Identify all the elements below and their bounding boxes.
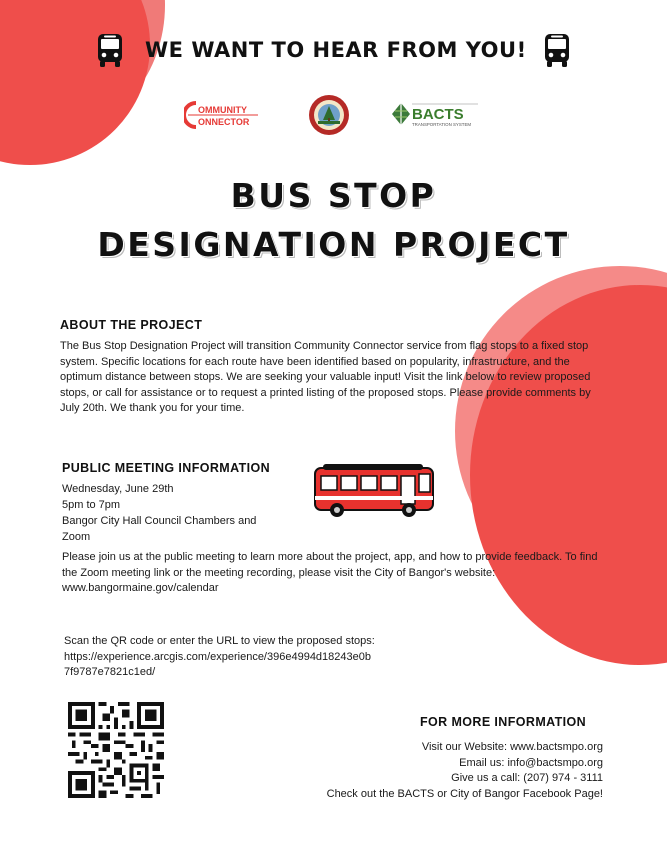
qr-code[interactable] xyxy=(68,702,164,798)
qr-instructions-text: Scan the QR code or enter the URL to view the proposed stops: xyxy=(64,635,375,647)
page-title-line-2: DESIGNATION PROJECT xyxy=(97,225,570,264)
header-banner xyxy=(0,34,667,74)
meeting-body: Please join us at the public meeting to learn more about the project, app, and how to provide feedback. To find the Zoom meeting link or the meeting recording, please visit the City of Bangor's website: www.bangormaine.gov/calendar xyxy=(62,551,598,594)
header-title: WE WANT TO HEAR FROM YOU! xyxy=(145,38,527,62)
meeting-heading: PUBLIC MEETING INFORMATION xyxy=(62,461,271,475)
svg-text:ONNECTOR: ONNECTOR xyxy=(198,117,250,127)
community-connector-logo xyxy=(184,100,262,130)
meeting-time: 5pm to 7pm xyxy=(62,499,121,511)
meeting-location-zoom: Zoom xyxy=(62,531,91,543)
meeting-location: Bangor City Hall Council Chambers and xyxy=(62,515,257,527)
more-info-heading: FOR MORE INFORMATION xyxy=(420,715,587,729)
contact-info xyxy=(327,740,603,802)
contact-phone[interactable]: Give us a call: (207) 974 - 3111 xyxy=(451,772,603,785)
proposed-stops-url[interactable]: https://experience.arcgis.com/experience/396e4994d18243e0b xyxy=(64,650,371,663)
bus-illustration xyxy=(313,462,435,520)
bus-icon xyxy=(96,34,124,68)
meeting-details xyxy=(62,481,302,545)
contact-website[interactable]: Visit our Website: www.bactsmpo.org xyxy=(421,741,603,753)
svg-text:BACTS: BACTS xyxy=(412,106,464,123)
contact-email[interactable]: Email us: info@bactsmpo.org xyxy=(459,756,603,769)
proposed-stops-url-cont[interactable]: 7f9787e7821c1ed/ xyxy=(64,666,156,678)
decor-circle-top-left xyxy=(0,0,150,165)
svg-text:OMMUNITY: OMMUNITY xyxy=(198,105,247,115)
bacts-logo xyxy=(390,100,480,128)
meeting-date: Wednesday, June 29th xyxy=(62,483,174,495)
bus-icon xyxy=(543,34,571,68)
qr-instructions xyxy=(64,634,414,681)
svg-text:TRANSPORTATION SYSTEM: TRANSPORTATION SYSTEM xyxy=(412,122,472,127)
city-of-bangor-seal xyxy=(308,94,350,136)
contact-facebook: Check out the BACTS or City of Bangor Facebook Page! xyxy=(326,787,603,800)
about-heading: ABOUT THE PROJECT xyxy=(60,318,203,332)
about-body: The Bus Stop Designation Project will transition Community Connector service from flag stops to a fixed stop system. Specific locations for each route have been identified based on popularity, infrastructure, and the optimum distance between stops. We are seeking your valuable input! Visit the link below to review proposed stops, or call for assistance or to request a printed listing of the proposed stops. Please provide comments by July 20th. We thank you for your time. xyxy=(60,340,591,414)
page-title-line-1: BUS STOP xyxy=(230,176,437,215)
